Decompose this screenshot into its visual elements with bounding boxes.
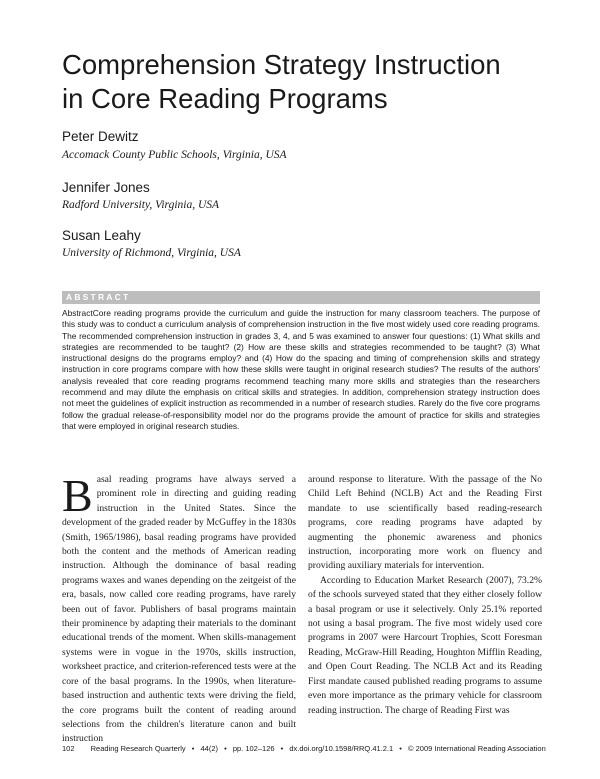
- footer-page-number: 102: [62, 744, 75, 753]
- abstract-text: AbstractCore reading programs provide the curriculum and guide the instruction for many classroom teachers. The purpose of this study was to conduct a curriculum analysis of comprehension instruction in the five most widely used core reading programs. The recommended comprehension instruction in grades 3, 4, and 5 was examined to answer four questions: (1) What skills and strategies are recommended to be taught? (2) How are these skills and strategies recommended to be taught? (3) What instructional designs do the programs employ? and (4) How do the spacing and timing of comprehension skills and strategy instruction in core programs compare with how these skills were taught in original research studies? The results of the authors' analysis revealed that core reading programs recommend teaching many more skills and strategies than the researchers recommend and may dilute the emphasis on critical skills and strategies. In addition, comprehension strategy instruction does not meet the guidelines of explicit instruction as recommended in a number of research studies. Rarely do the five core programs follow the gradual release-of-responsibility model nor do the programs provide the amount of practice for skills and strategies that were employed in original research studies.: [62, 308, 540, 431]
- footer-doi: dx.doi.org/10.1598/RRQ.41.2.1: [289, 744, 394, 753]
- author-affiliation-3: University of Richmond, Virginia, USA: [62, 247, 241, 259]
- drop-cap: B: [62, 470, 93, 521]
- body-column-right: [308, 473, 542, 718]
- abstract-label: ABSTRACT: [66, 292, 131, 302]
- author-affiliation-2: Radford University, Virginia, USA: [62, 199, 220, 211]
- footer-bullet: •: [399, 744, 402, 753]
- abstract-header-bar: [62, 291, 540, 304]
- author-name-2: Jennifer Jones: [62, 180, 150, 195]
- author-name-1: Peter Dewitz: [62, 129, 139, 144]
- page-footer: [62, 744, 546, 753]
- footer-issue: 44(2): [200, 744, 218, 753]
- footer-bullet: •: [224, 744, 227, 753]
- body-paragraph-2: around response to literature. With the passage of the No Child Left Behind (NCLB) Act and the Reading First mandate to use scientifically based reading-research programs, core reading programs have adapted by augmenting the phonemic awareness and phonics instruction, incorporating more work on fluency and providing auxiliary materials for intervention.: [308, 474, 542, 572]
- author-affiliation-1: Accomack County Public Schools, Virginia, USA: [62, 149, 287, 161]
- footer-pages: pp. 102–126: [232, 744, 275, 753]
- footer-copyright: © 2009 International Reading Association: [408, 744, 546, 753]
- footer-bullet: •: [191, 744, 195, 753]
- body-paragraph-1: asal reading programs have always served a prominent role in directing and guiding reading instruction in the United States. Since the development of the graded reader by McGuffey in the 1830s (Smith, 1965/1986), basal reading programs have provided both the content and the methods of American reading instruction. Although the dominance of basal reading programs waxes and wanes depending on the zeitgeist of the era, basals, now called core reading programs, have rarely been out of favor. Publishers of basal programs maintain their prominence by adapting their materials to the dominant educational trends of the moment. When skills-management systems were in vogue in the 1970s, skills instruction, worksheet practice, and criterion-referenced tests were at the core of the basal programs. In the 1990s, when literature-based instruction and authentic texts were driving the field, the core programs built the content of reading around selections from the children's literature canon and built instruction: [62, 474, 296, 745]
- author-name-3: Susan Leahy: [62, 228, 141, 243]
- footer-bullet: •: [280, 744, 284, 753]
- title-line-1: Comprehension Strategy Instruction: [62, 49, 501, 80]
- footer-journal: Reading Research Quarterly: [90, 744, 186, 753]
- body-column-left: [62, 470, 296, 747]
- body-paragraph-3: According to Education Market Research (2007), 73.2% of the schools surveyed stated that they either closely follow a basal program or use it selectively. Only 25.1% reported not using a basal program. The five most widely used core programs in 2007 were Harcourt Trophies, Scott Foresman Reading, McGraw-Hill Reading, Houghton Mifflin Reading, and Open Court Reading. The NCLB Act and its Reading First mandate caused published reading programs to assume even more importance as the primary vehicle for classroom reading instruction. The charge of Reading First was: [308, 574, 542, 716]
- title-line-2: in Core Reading Programs: [62, 83, 388, 114]
- article-title: [62, 48, 562, 116]
